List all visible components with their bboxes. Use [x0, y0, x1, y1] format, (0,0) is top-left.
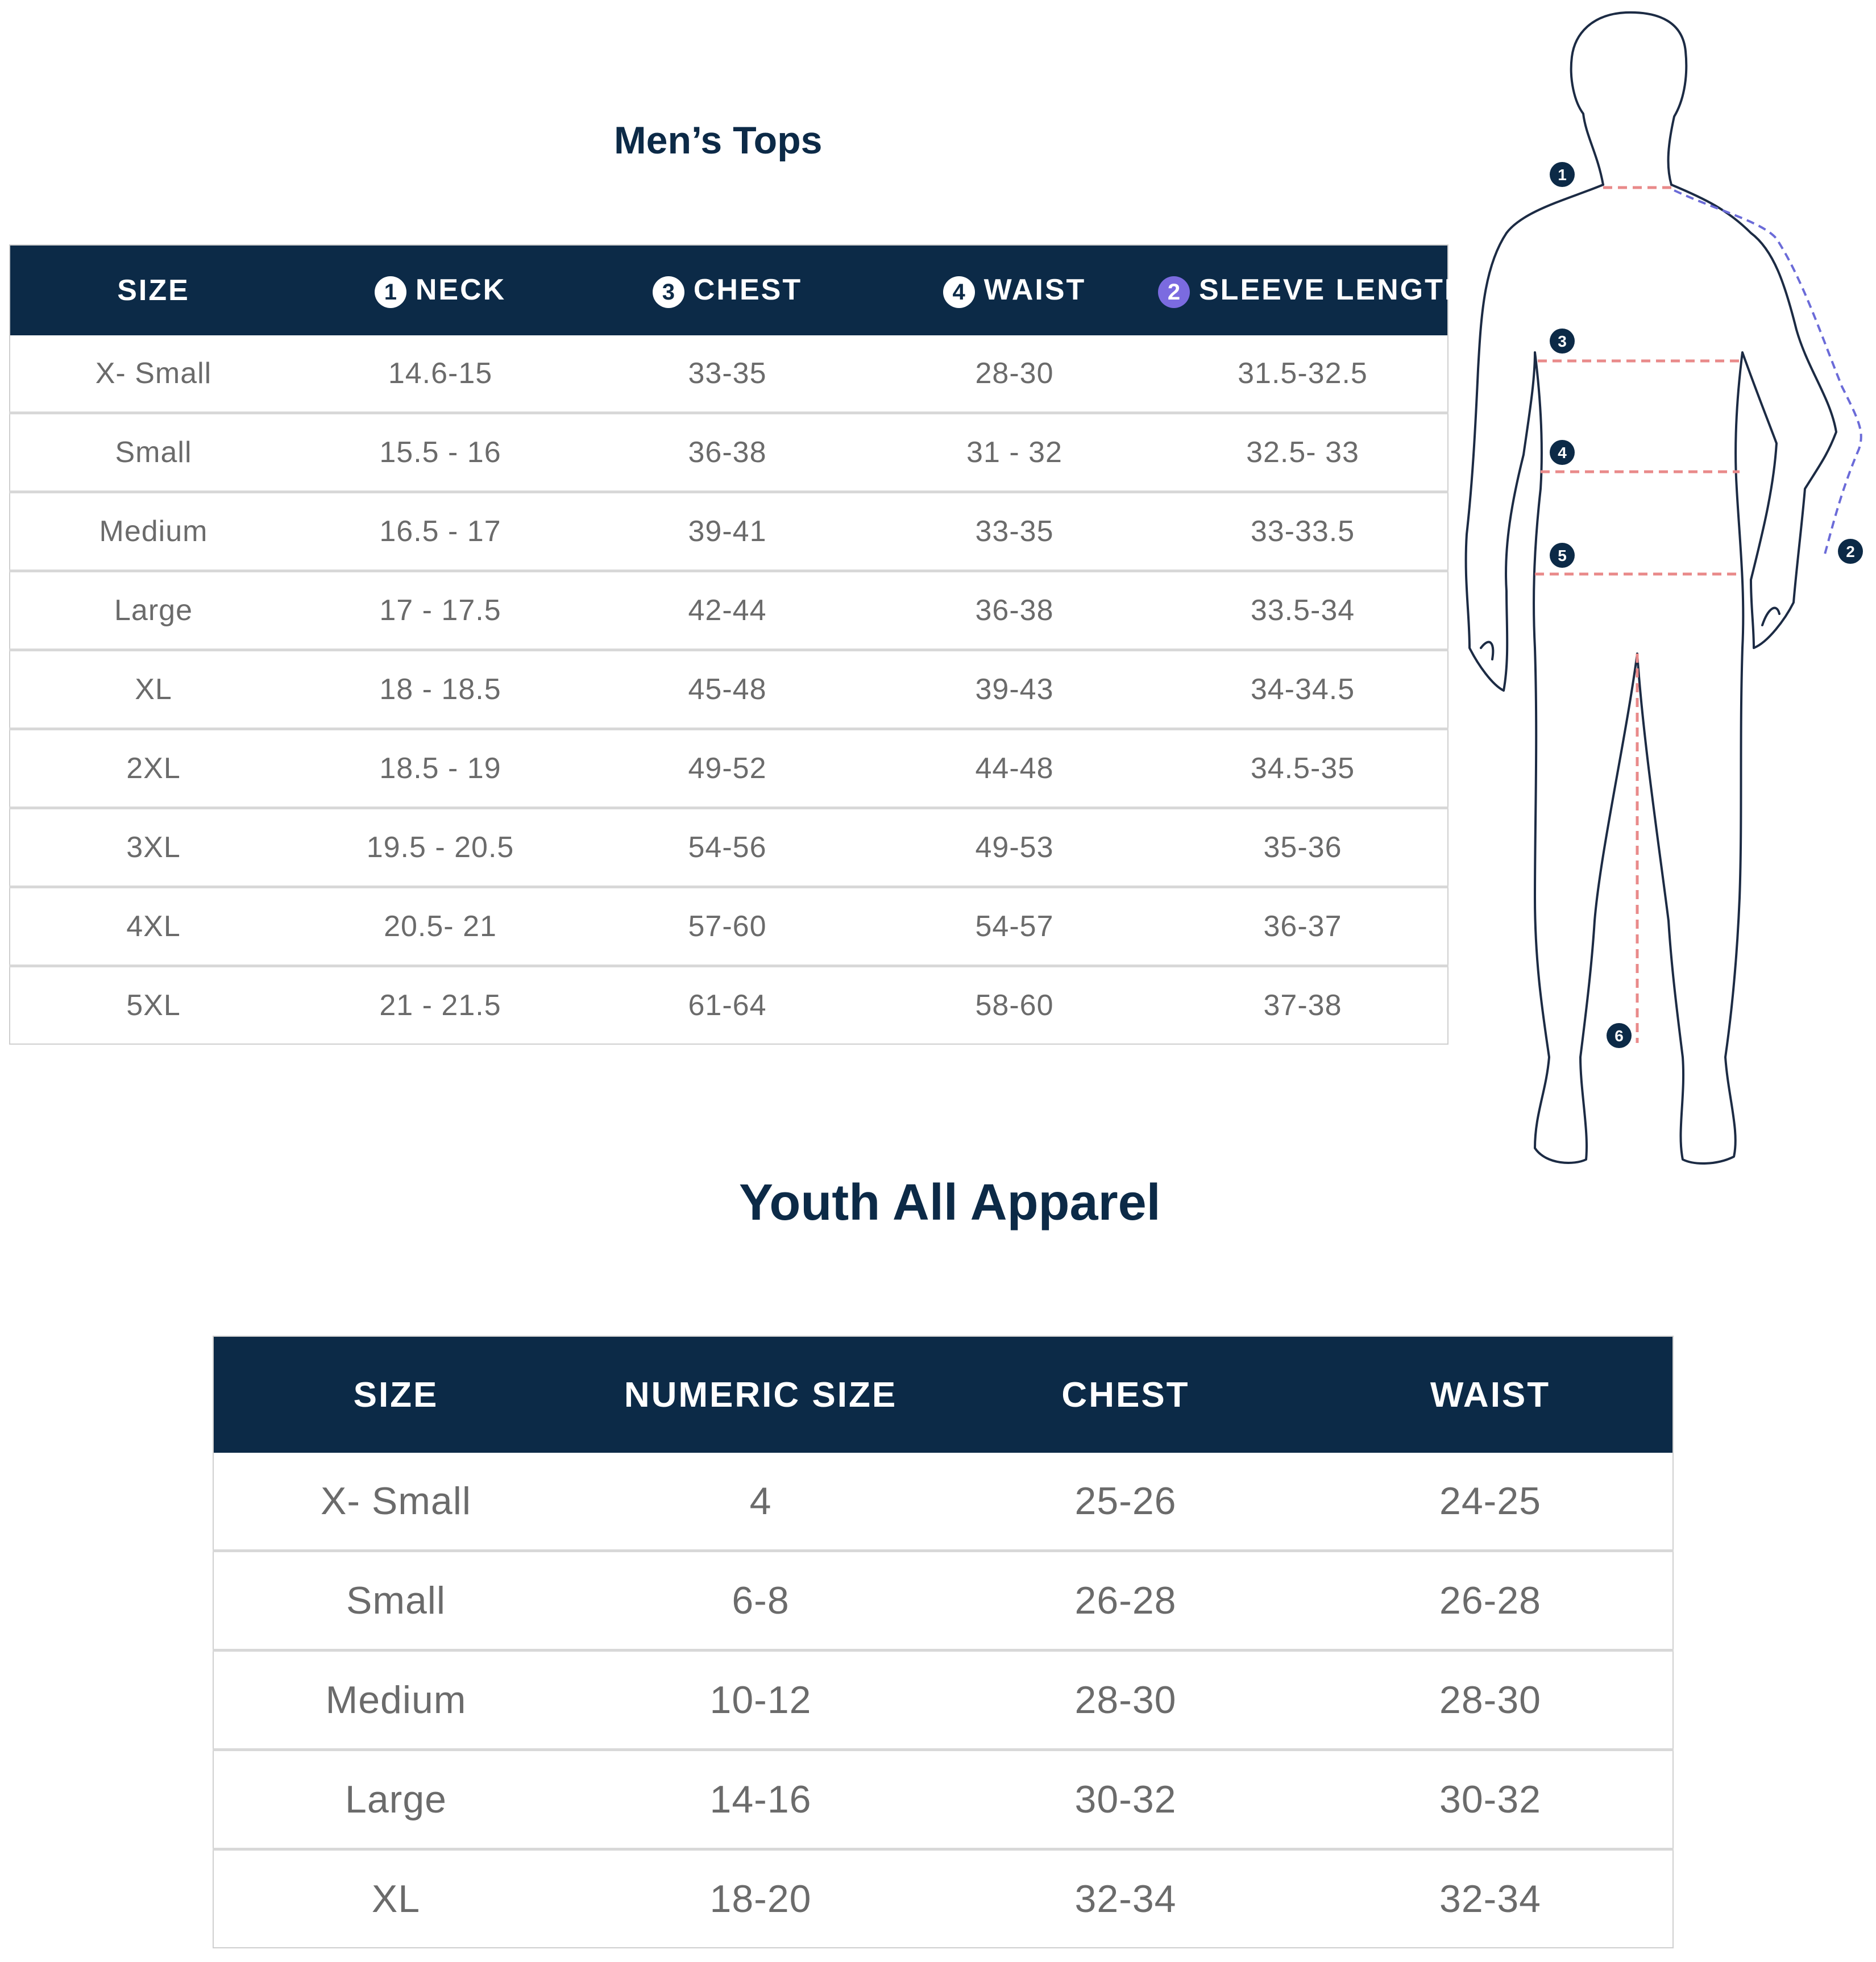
svg-text:3: 3 — [1558, 332, 1567, 350]
youth-table-cell: 4 — [578, 1453, 943, 1551]
mens-col-sleeve-label: SLEEVE LENGTH — [1199, 273, 1468, 307]
marker-5-icon — [1550, 543, 1575, 568]
mens-table-cell: 58-60 — [975, 989, 1054, 1022]
youth-table-row — [213, 1453, 1673, 1551]
mens-table-cell: 54-57 — [871, 887, 1158, 966]
mens-table-cell: 18 - 18.5 — [297, 650, 584, 729]
youth-table-cell: 32-34 — [1439, 1877, 1541, 1921]
mens-col-waist-label: WAIST — [983, 273, 1086, 307]
youth-table-cell: 26-28 — [943, 1551, 1308, 1651]
mens-table-cell: 54-56 — [584, 808, 871, 887]
marker-3-badge: 3 — [653, 276, 684, 308]
mens-table-cell: Small — [10, 413, 297, 492]
mens-col-neck — [297, 245, 584, 335]
youth-table-cell: 24-25 — [1308, 1453, 1673, 1551]
mens-table-cell: 4XL — [10, 887, 297, 966]
youth-col-size: SIZE — [213, 1336, 578, 1453]
youth-table-cell: XL — [371, 1877, 421, 1921]
mens-table-cell: 33.5-34 — [1158, 571, 1448, 650]
mens-table-cell: 17 - 17.5 — [297, 571, 584, 650]
mens-table-cell: 42-44 — [584, 571, 871, 650]
mens-table-cell: 15.5 - 16 — [297, 413, 584, 492]
mens-table-cell: 18.5 - 19 — [297, 729, 584, 808]
mens-col-size-label: SIZE — [117, 274, 190, 307]
mens-table-row — [10, 492, 1448, 571]
mens-table-cell: 61-64 — [688, 989, 767, 1022]
youth-table-cell: Large — [213, 1750, 578, 1849]
youth-size-table — [213, 1336, 1674, 1948]
mens-table-cell: 44-48 — [871, 729, 1158, 808]
mens-table-cell: 49-52 — [584, 729, 871, 808]
mens-table-cell: XL — [10, 650, 297, 729]
youth-table-cell: 6-8 — [578, 1551, 943, 1651]
mens-table-cell: 5XL — [126, 989, 181, 1022]
mens-table-cell: 49-53 — [871, 808, 1158, 887]
mens-table-cell: Medium — [10, 492, 297, 571]
marker-4-icon — [1550, 440, 1575, 465]
mens-table-cell: 37-38 — [1263, 989, 1342, 1022]
mens-table-cell: 19.5 - 20.5 — [297, 808, 584, 887]
mens-col-size — [10, 245, 297, 335]
mens-tops-title: Men’s Tops — [614, 119, 823, 162]
mens-col-chest — [584, 245, 871, 335]
mens-table-cell: 36-37 — [1158, 887, 1448, 966]
youth-col-waist: WAIST — [1308, 1336, 1673, 1453]
mens-table-row — [10, 571, 1448, 650]
youth-table-body — [213, 1453, 1673, 1948]
mens-col-neck-label: NECK — [415, 273, 507, 307]
youth-col-chest: CHEST — [943, 1336, 1308, 1453]
youth-table-row — [213, 1849, 1673, 1948]
svg-text:1: 1 — [1558, 166, 1567, 184]
body-measurement-figure — [1455, 0, 1876, 1171]
mens-table-cell: 32.5- 33 — [1158, 413, 1448, 492]
youth-table-cell: 28-30 — [943, 1651, 1308, 1750]
mens-table-cell: 21 - 21.5 — [379, 989, 501, 1022]
figure-body — [1466, 185, 1836, 1163]
mens-table-cell: 14.6-15 — [297, 335, 584, 413]
mens-table-cell: X- Small — [10, 335, 297, 413]
youth-apparel-title: Youth All Apparel — [739, 1174, 1161, 1231]
youth-table-cell: 26-28 — [1308, 1551, 1673, 1651]
svg-text:6: 6 — [1614, 1027, 1624, 1045]
mens-table-cell: 28-30 — [871, 335, 1158, 413]
mens-table-cell: 20.5- 21 — [297, 887, 584, 966]
mens-table-body — [10, 335, 1448, 1044]
mens-table-row — [10, 887, 1448, 966]
youth-table-cell: 14-16 — [578, 1750, 943, 1849]
mens-size-table — [9, 244, 1468, 1045]
mens-table-cell: 36-38 — [584, 413, 871, 492]
mens-table-cell: 16.5 - 17 — [297, 492, 584, 571]
youth-header-row — [213, 1336, 1673, 1453]
mens-table-row — [10, 650, 1448, 729]
youth-table-cell: 28-30 — [1308, 1651, 1673, 1750]
marker-1-badge: 1 — [375, 276, 406, 308]
mens-table-cell: 34.5-35 — [1158, 729, 1448, 808]
mens-table-row — [10, 966, 1448, 1045]
svg-text:4: 4 — [1558, 444, 1567, 462]
mens-table-row — [10, 808, 1448, 887]
svg-text:2: 2 — [1846, 543, 1855, 560]
sleeve-measure-line — [1674, 190, 1861, 554]
youth-table-cell: 32-34 — [1074, 1877, 1177, 1921]
mens-col-sleeve — [1158, 245, 1468, 335]
figure-head — [1571, 13, 1687, 185]
mens-table-row — [10, 729, 1448, 808]
figure-markers — [1550, 162, 1863, 1048]
mens-col-chest-label: CHEST — [693, 273, 803, 307]
marker-6-icon — [1607, 1023, 1632, 1048]
youth-table-cell: 18-20 — [709, 1877, 812, 1921]
marker-1-icon — [1550, 162, 1575, 187]
mens-table-row — [10, 413, 1448, 492]
mens-table-cell: 39-41 — [584, 492, 871, 571]
mens-table-cell: 33-35 — [584, 335, 871, 413]
marker-4-badge: 4 — [943, 276, 975, 308]
youth-table-cell: Small — [213, 1551, 578, 1651]
youth-table-cell: X- Small — [213, 1453, 578, 1551]
youth-col-numeric-size: NUMERIC SIZE — [578, 1336, 943, 1453]
mens-col-waist — [871, 245, 1158, 335]
youth-table-cell: 25-26 — [943, 1453, 1308, 1551]
youth-table-cell: Medium — [213, 1651, 578, 1750]
mens-table-cell: 3XL — [10, 808, 297, 887]
youth-table-cell: 30-32 — [943, 1750, 1308, 1849]
youth-table-row — [213, 1651, 1673, 1750]
youth-table-row — [213, 1750, 1673, 1849]
youth-table-row — [213, 1551, 1673, 1651]
marker-3-icon — [1550, 329, 1575, 354]
mens-table-cell: 57-60 — [584, 887, 871, 966]
mens-table-cell: 31 - 32 — [871, 413, 1158, 492]
svg-text:5: 5 — [1558, 547, 1567, 564]
mens-table-cell: 31.5-32.5 — [1158, 335, 1448, 413]
mens-table-cell: 33-33.5 — [1158, 492, 1448, 571]
mens-header-row — [10, 245, 1448, 335]
mens-table-cell: 34-34.5 — [1158, 650, 1448, 729]
mens-table-cell: Large — [10, 571, 297, 650]
marker-2-icon — [1838, 539, 1863, 564]
mens-table-cell: 36-38 — [871, 571, 1158, 650]
youth-table-cell: 30-32 — [1308, 1750, 1673, 1849]
mens-table-cell: 35-36 — [1158, 808, 1448, 887]
mens-table-cell: 45-48 — [584, 650, 871, 729]
youth-table-cell: 10-12 — [578, 1651, 943, 1750]
mens-table-cell: 33-35 — [871, 492, 1158, 571]
mens-table-cell: 2XL — [10, 729, 297, 808]
marker-2-badge: 2 — [1158, 276, 1190, 308]
mens-table-row — [10, 335, 1448, 413]
mens-table-cell: 39-43 — [871, 650, 1158, 729]
